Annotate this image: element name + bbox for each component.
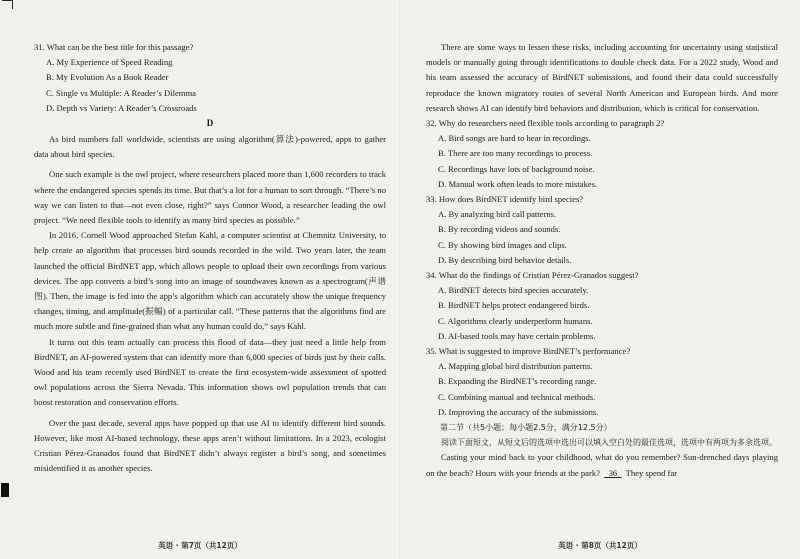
- q31-option-b: B. My Evolution As a Book Reader: [46, 72, 169, 83]
- section-two-instruction: 阅读下面短文，从短文后的选项中选出可以填入空白处的最佳选项，选项中有两项为多余选项。: [441, 438, 777, 448]
- passage-paragraph-6: There are some ways to lessen these risks, including accounting for uncertainty using statistical models or manually going through identifications to double check data. For a 2022 study, Wood and his team assessed the accuracy of BirdNET submissions, and found their data could successfully reproduce the known migratory routes of several North American and European birds. And more research shows AI can identify bird behaviors and distribution, which is critical for conservation.: [426, 42, 778, 113]
- q32-option-c: C. Recordings have lots of background noise.: [438, 163, 595, 174]
- q35-option-d: D. Improving the accuracy of the submissions.: [438, 406, 599, 417]
- q32-option-a: A. Bird songs are hard to hear in recordings.: [438, 133, 591, 144]
- q32-option-d: D. Manual work often leads to more mistakes.: [438, 178, 598, 189]
- page-footer-right: 英语 · 第8页（共12页）: [558, 541, 642, 550]
- q31-question: 31. What can be the best title for this passage?: [34, 42, 194, 52]
- passage-paragraph-4: It turns out this team actually can process this flood of data—they just need a little help from BirdNET, an AI-powered system that can identify more than 6,000 species of birds just by their calls. Wood and his team recently used BirdNET to create the first ecosystem-wide assessment of spotted owl populations across the Sierra Nevada. This information shows owl population trends that can boost restoration and conservation efforts.: [34, 336, 386, 408]
- q33-option-b: B. By recording videos and sounds.: [438, 224, 561, 235]
- cloze-text-start: Casting your mind back to your childhood, what do you remember? Sun-drenched days playing on the beach? Hours with your friends at the park?: [426, 452, 778, 478]
- passage-paragraph-2: One such example is the owl project, where researchers placed more than 1,600 recorders to track where the endangered species spends its time. But that’s a lot for a human to sort through. “There’s no way we can listen to that—not even close, right?” says Connor Wood, a researcher leading the owl project. “We need flexible tools to identify as many bird species as possible.”: [34, 169, 386, 226]
- passage-paragraph-5: Over the past decade, several apps have popped up that use AI to identify different bird sounds. However, like most AI-based technology, these apps aren’t without limitations. In a 2023, ecologist Cristian Pérez-Granados found that BirdNET didn’t always register a bird’s song, and sometimes misidentified it as another species.: [34, 417, 386, 474]
- q33-question: 33. How does BirdNET identify bird species?: [426, 194, 584, 205]
- q34-question: 34. What do the findings of Cristian Pérez-Granados suggest?: [426, 270, 639, 281]
- q33-option-c: C. By showing bird images and clips.: [438, 239, 567, 250]
- q34-option-d: D. AI-based tools may have certain problems.: [438, 330, 596, 341]
- q33-option-d: D. By describing bird behavior details.: [438, 254, 572, 265]
- q35-option-c: C. Combining manual and technical methods.: [438, 391, 596, 402]
- q31-option-c: C. Single vs Multiple: A Reader’s Dilemma: [46, 87, 196, 98]
- blank-number: 36: [608, 467, 618, 478]
- q35-option-b: B. Expanding the BirdNET’s recording range.: [438, 376, 597, 387]
- cloze-paragraph: [426, 450, 778, 480]
- q34-option-c: C. Algorithms clearly underperform humans.: [438, 315, 593, 326]
- q35-question: 35. What is suggested to improve BirdNET’s performance?: [426, 346, 631, 357]
- q31-option-a: A. My Experience of Speed Reading: [46, 57, 173, 68]
- section-letter-d: D: [206, 118, 214, 129]
- page-footer-left: 英语 · 第7页（共12页）: [158, 541, 242, 550]
- q32-option-b: B. There are too many recordings to process.: [438, 148, 593, 159]
- q34-option-b: B. BirdNET helps protect endangered birds.: [438, 300, 590, 311]
- cloze-blank-36: [604, 468, 621, 478]
- q32-question: 32. Why do researchers need flexible tools according to paragraph 2?: [426, 118, 665, 129]
- q33-option-a: A. By analyzing bird call patterns.: [438, 209, 557, 220]
- cloze-text-end: They spend far: [625, 467, 678, 478]
- section-two-heading: 第二节（共5小题；每小题2.5分，满分12.5分）: [440, 423, 612, 433]
- q31-option-d: D. Depth vs Variety: A Reader’s Crossroads: [46, 102, 197, 113]
- right-page: [400, 0, 800, 559]
- passage-paragraph-3: In 2016, Cornell Wood approached Stefan Kahl, a computer scientist at Chemnitz University, to help create an algorithm that processes bird sounds recorded in the wild. Two years later, the team launched the official BirdNET app, which allows people to upload their own recordings from various devices. The app converts a bird’s song into an image of soundwaves known as a spectrogram(声谱图). Then, the image is fed into the app’s algorithm which can accurately show the unique frequency changes, timing, and amplitude(振幅) of a particular call. “These patterns that the algorithms find are much more subtle and fine-grained than what any human could do,” says Kahl.: [34, 230, 386, 332]
- q35-option-a: A. Mapping global bird distribution patterns.: [438, 361, 593, 372]
- passage-paragraph-1: As bird numbers fall worldwide, scientists are using algorithm(算法)-powered, apps to gather data about bird species.: [34, 134, 386, 160]
- q34-option-a: A. BirdNET detects bird species accurately.: [438, 285, 589, 296]
